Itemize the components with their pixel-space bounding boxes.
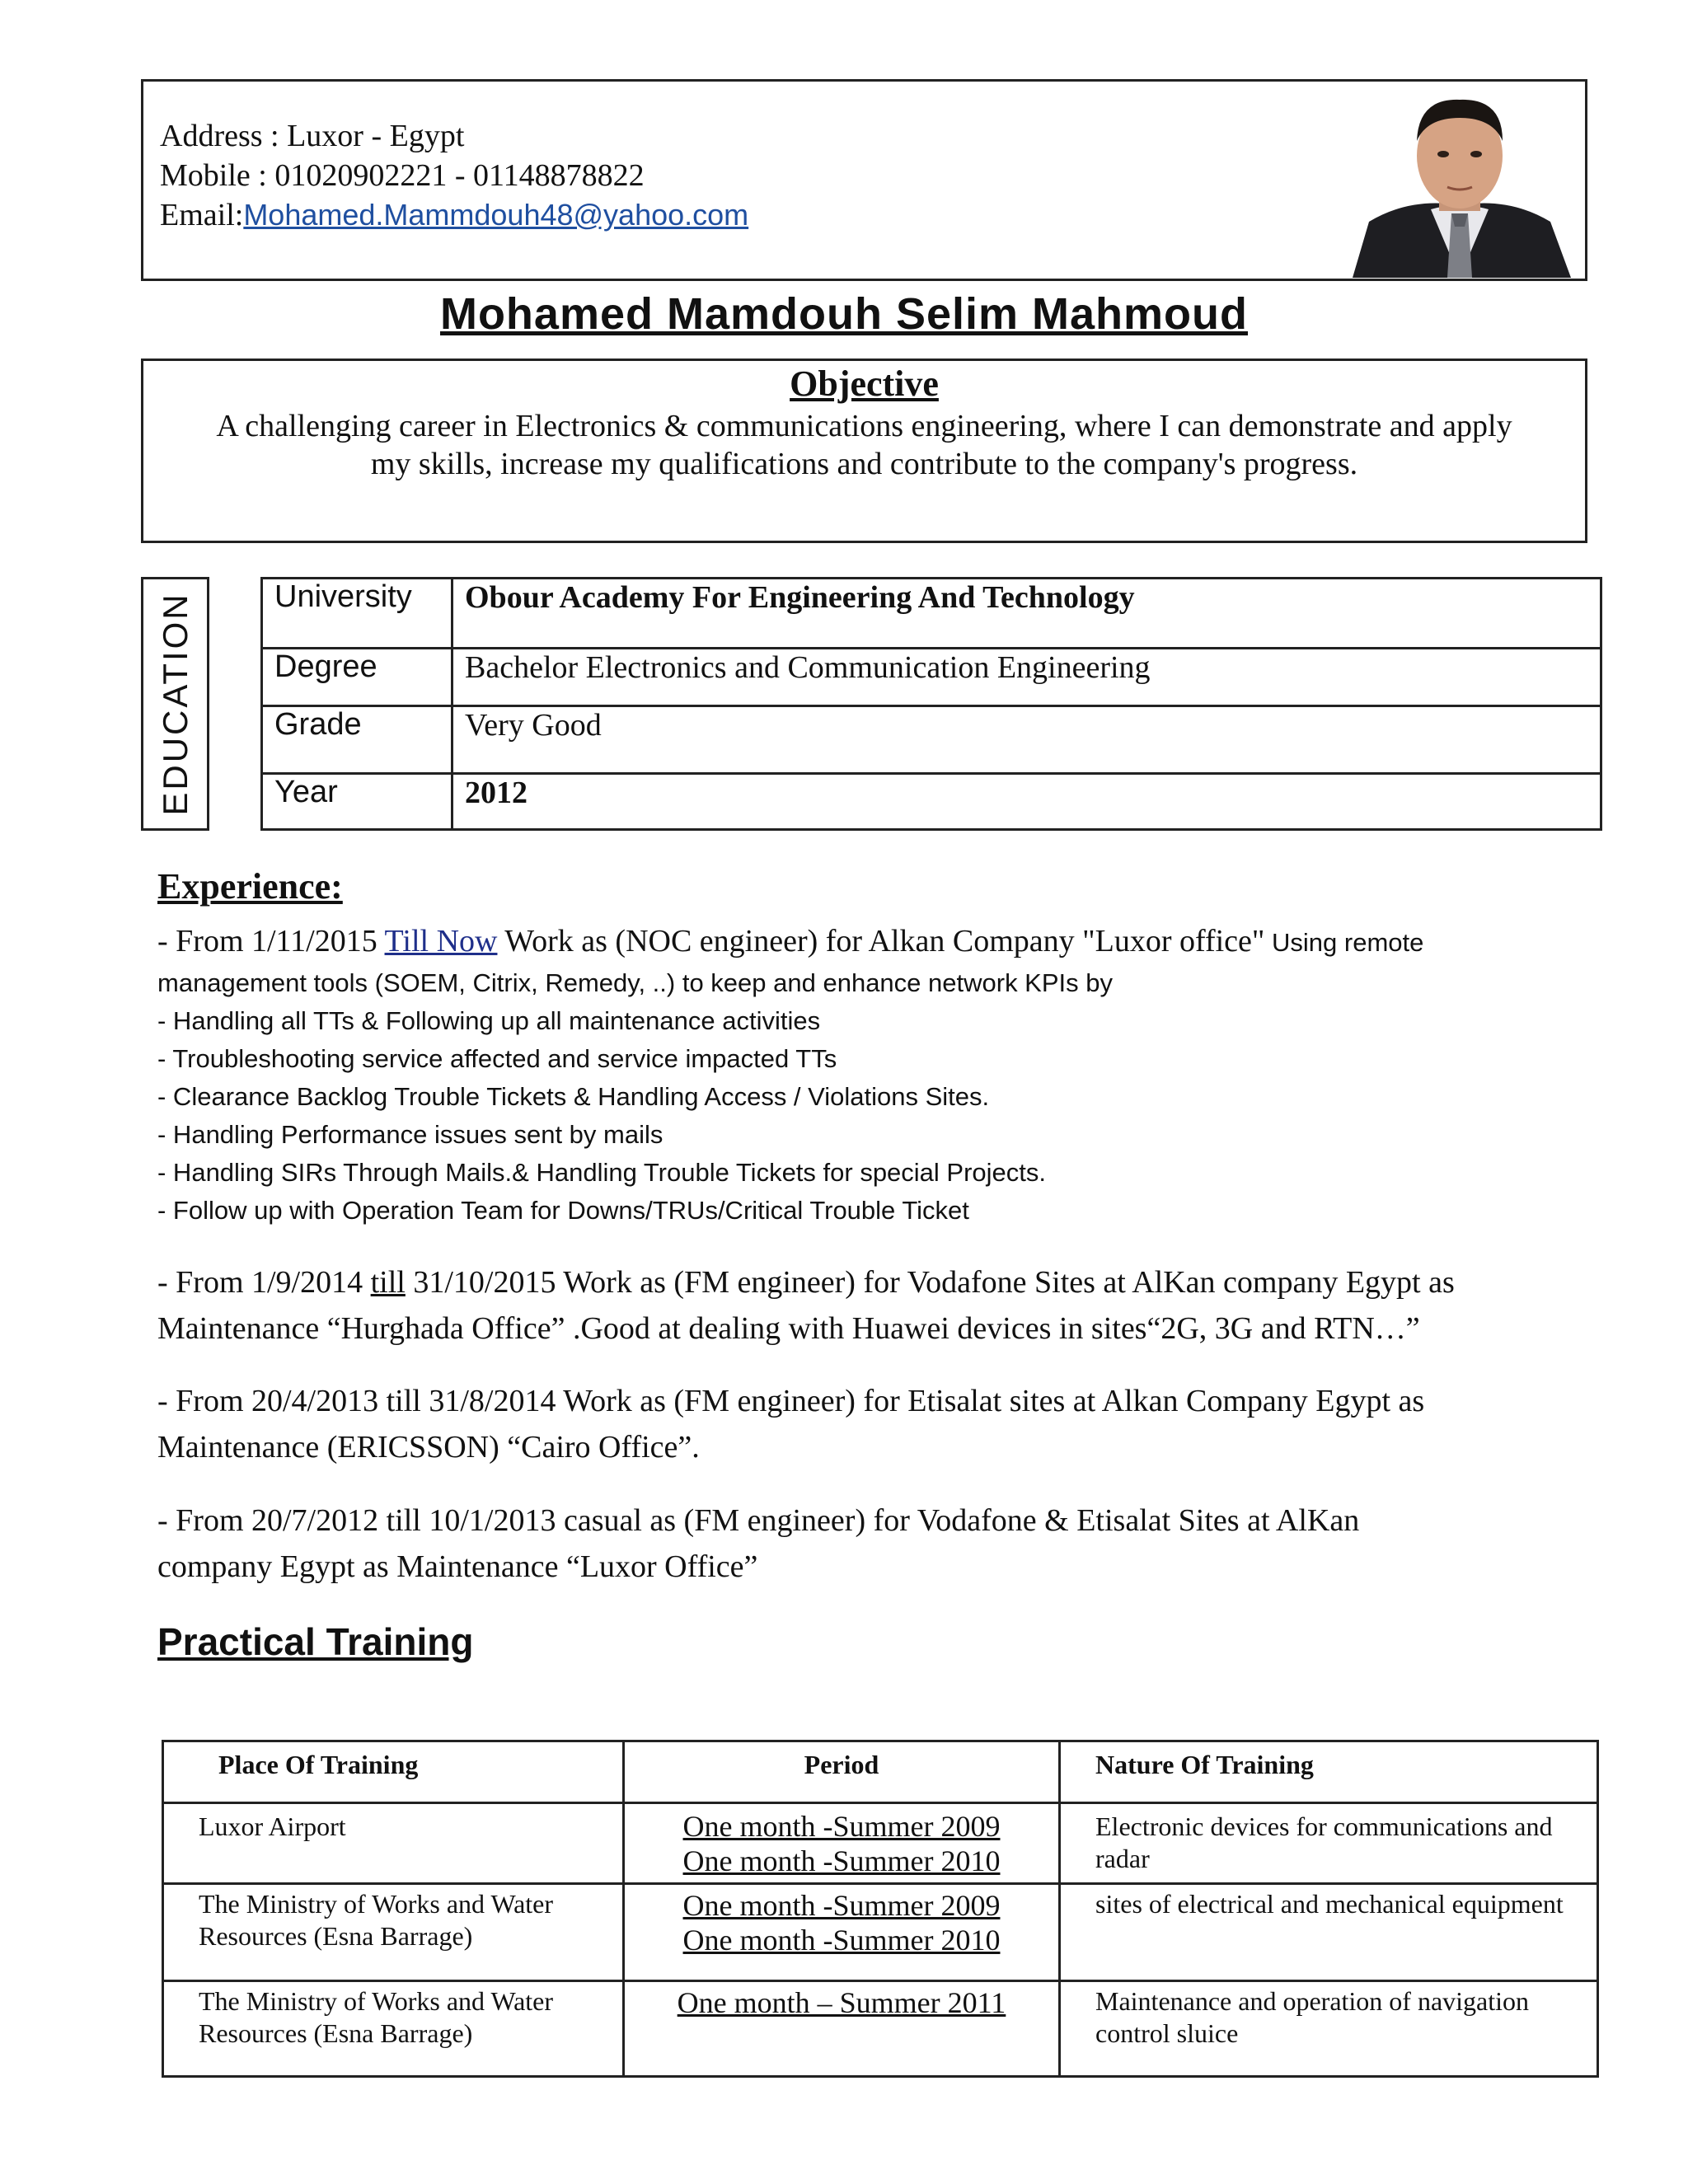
- year-key: Year: [262, 774, 452, 830]
- training-title: Practical Training: [157, 1620, 474, 1663]
- university-value: Obour Academy For Engineering And Technology: [452, 579, 1601, 649]
- education-label: EDUCATION: [155, 592, 195, 816]
- job1-prefix: - From 1/11/2015: [157, 924, 385, 958]
- candidate-name: Mohamed Mamdouh Selim Mahmoud: [439, 289, 1249, 339]
- education-table: [260, 577, 1602, 831]
- job2-prefix: - From 1/9/2014: [157, 1265, 371, 1300]
- period-line: One month -Summer 2009: [682, 1889, 1001, 1922]
- job1-line2: management tools (SOEM, Citrix, Remedy, ..) to keep and enhance network KPIs by: [157, 968, 1114, 997]
- period-line: One month – Summer 2011: [677, 1986, 1006, 2019]
- period-line: One month -Summer 2009: [682, 1810, 1001, 1843]
- job4-line1: - From 20/7/2012 till 10/1/2013 casual as (FM engineer) for Vodafone & Etisalat Sites at AlKan: [157, 1503, 1360, 1538]
- degree-key: Degree: [262, 649, 452, 706]
- job1-till-now-link[interactable]: Till Now: [384, 924, 498, 958]
- university-key: University: [262, 579, 452, 649]
- degree-value: Bachelor Electronics and Communication Engineering: [452, 649, 1601, 706]
- job2-line1: [157, 1259, 1455, 1305]
- job2-line1-rest: 31/10/2015 Work as (FM engineer) for Vodafone Sites at AlKan company Egypt as: [405, 1265, 1455, 1300]
- objective-title: Objective: [790, 363, 939, 404]
- job4-line2: company Egypt as Maintenance “Luxor Office”: [157, 1549, 758, 1584]
- objective-text: [143, 407, 1585, 483]
- job1-rest: Work as (NOC engineer) for Alkan Company "Luxor office": [497, 924, 1265, 958]
- objective-box: [141, 359, 1587, 543]
- job1-bullet-6: - Follow up with Operation Team for Downs/TRUs/Critical Trouble Ticket: [157, 1196, 969, 1225]
- job1-bullet-2: - Troubleshooting service affected and service impacted TTs: [157, 1044, 837, 1073]
- education-label-box: [141, 577, 209, 831]
- email-link[interactable]: Mohamed.Mammdouh48@yahoo.com: [243, 198, 749, 232]
- email-label: Email:: [160, 198, 244, 232]
- job2-till: till: [370, 1265, 406, 1300]
- mobile-line: Mobile : 01020902221 - 01148878822: [160, 158, 645, 193]
- period-line: One month -Summer 2010: [682, 1844, 1001, 1877]
- objective-line-1: A challenging career in Electronics & communications engineering, where I can demonstrate and apply: [216, 409, 1512, 443]
- year-value: 2012: [452, 774, 1601, 830]
- table-row: [163, 1981, 1598, 2077]
- job1-bullet-3: - Clearance Backlog Trouble Tickets & Handling Access / Violations Sites.: [157, 1082, 990, 1111]
- table-header-row: [163, 1741, 1598, 1803]
- job3-line1: - From 20/4/2013 till 31/8/2014 Work as (FM engineer) for Etisalat sites at Alkan Company Egypt as: [157, 1384, 1425, 1418]
- job1-line1: [157, 918, 1423, 966]
- table-row: [262, 774, 1601, 830]
- training-place: The Ministry of Works and Water Resources (Esna Barrage): [163, 1884, 624, 1981]
- training-nature: Electronic devices for communications and radar: [1060, 1803, 1598, 1884]
- header-period: Period: [624, 1741, 1060, 1803]
- header-nature: Nature Of Training: [1060, 1741, 1598, 1803]
- training-period: [624, 1981, 1060, 2077]
- contact-box: [141, 79, 1587, 281]
- training-place: Luxor Airport: [163, 1803, 624, 1884]
- objective-line-2: my skills, increase my qualifications and contribute to the company's progress.: [370, 447, 1358, 481]
- training-place: The Ministry of Works and Water Resources (Esna Barrage): [163, 1981, 624, 2077]
- training-nature: sites of electrical and mechanical equipment: [1060, 1884, 1598, 1981]
- table-row: [262, 579, 1601, 649]
- training-period: [624, 1803, 1060, 1884]
- table-row: [163, 1803, 1598, 1884]
- email-line: [160, 195, 748, 235]
- job1-bullet-5: - Handling SIRs Through Mails.& Handling Trouble Tickets for special Projects.: [157, 1158, 1047, 1187]
- header-place: Place Of Training: [163, 1741, 624, 1803]
- job1-tail: Using remote: [1264, 928, 1424, 957]
- grade-value: Very Good: [452, 706, 1601, 774]
- table-row: [163, 1884, 1598, 1981]
- grade-key: Grade: [262, 706, 452, 774]
- experience-title: Experience:: [157, 866, 343, 907]
- training-table: [162, 1740, 1599, 2078]
- job1-bullet-4: - Handling Performance issues sent by mails: [157, 1120, 663, 1149]
- job3-line2: Maintenance (ERICSSON) “Cairo Office”.: [157, 1430, 700, 1465]
- table-row: [262, 649, 1601, 706]
- profile-photo: [1336, 90, 1583, 278]
- training-nature: Maintenance and operation of navigation control sluice: [1060, 1981, 1598, 2077]
- job1-bullet-1: - Handling all TTs & Following up all maintenance activities: [157, 1006, 821, 1035]
- address-line: Address : Luxor - Egypt: [160, 119, 465, 153]
- training-period: [624, 1884, 1060, 1981]
- table-row: [262, 706, 1601, 774]
- period-line: One month -Summer 2010: [682, 1924, 1001, 1957]
- job2-line2: Maintenance “Hurghada Office” .Good at dealing with Huawei devices in sites“2G, 3G and RTN…”: [157, 1311, 1420, 1346]
